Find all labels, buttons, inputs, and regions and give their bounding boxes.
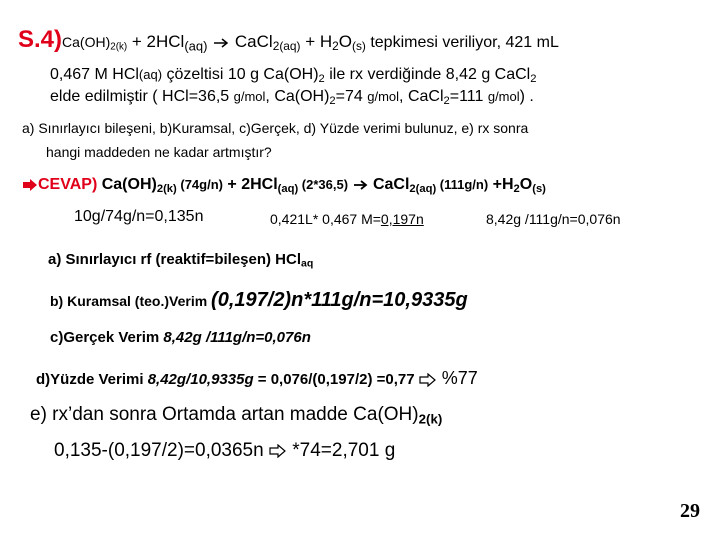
right-arrow-icon (353, 179, 369, 191)
eq-reactant-1: $Ca(OH)_{2(k)}$ (62, 34, 128, 53)
part-e-calc: 0,135-(0,197/2)=0,0365n *74=2,701 g (54, 440, 396, 461)
moles-cacl: 8,42g /111g/n=0,076n (486, 211, 621, 227)
answer-label: CEVAP) (38, 176, 98, 193)
problem-line-2: 0,467 M HCl(aq) çözeltisi 10 g $Ca(OH)_2$ ile rx verdiğinde 8,42 g CaCl$_2$ (50, 66, 537, 85)
answer-equation: CEVAP) $Ca(OH)_{2(k)}$ (74g/n) + 2HCl$_{(aq)}$ (2*36,5) CaCl$_{2(aq)}$ $(111g/n) +H_2O_{(s)}$ (22, 176, 546, 194)
outline-right-arrow-icon (419, 373, 437, 387)
outline-right-arrow-icon (269, 444, 287, 458)
page-number: 29 (680, 500, 700, 522)
eq-product-1: CaCl$_{2(aq)}$ (234, 32, 301, 53)
question-line-2: hangi maddeden ne kadar artmıştır? (46, 144, 272, 160)
part-c: c)Gerçek Verim 8,42g /111g/n=0,076n (50, 329, 311, 346)
problem-line-1: $S.4)Ca(OH)_{2(k)} + 2HCl_{(aq)}$ CaCl$_{2(aq)}$ + $H_2O_{(s)}$ tepkimesi veriliyor, 421 mL (18, 26, 559, 54)
part-d: d)Yüzde Verimi 8,42g/10,9335g = 0,076/(0,197/2) =0,77 %77 (36, 368, 478, 388)
question-line-1: a) Sınırlayıcı bileşeni, b)Kuramsal, c)Gerçek, d) Yüzde verimi bulunuz, e) rx sonra (22, 120, 529, 136)
moles-hcl: 0,421L* 0,467 M=0,197n (270, 211, 424, 227)
part-e: e) rx’dan sonra Ortamda artan madde $Ca(OH)_{2(k)}$ (30, 404, 443, 427)
pencil-arrow-icon (22, 178, 38, 192)
part-b: b) Kuramsal (teo.)Verim (0,197/2)n*111g/n=10,9335g (50, 289, 468, 311)
part-a: a) Sınırlayıcı rf (reaktif=bileşen) HCl$_{aq}$ (48, 251, 314, 270)
problem-label: S.4) (18, 26, 63, 53)
moles-caoh: 10g/74g/n=0,135n (74, 208, 204, 225)
problem-line-3: elde edilmiştir ( HCl=36,5 g/mol, $Ca(OH)_2=74$ g/mol, CaCl$_2$=111 g/mol) . (50, 88, 534, 107)
right-arrow-icon (212, 37, 230, 49)
